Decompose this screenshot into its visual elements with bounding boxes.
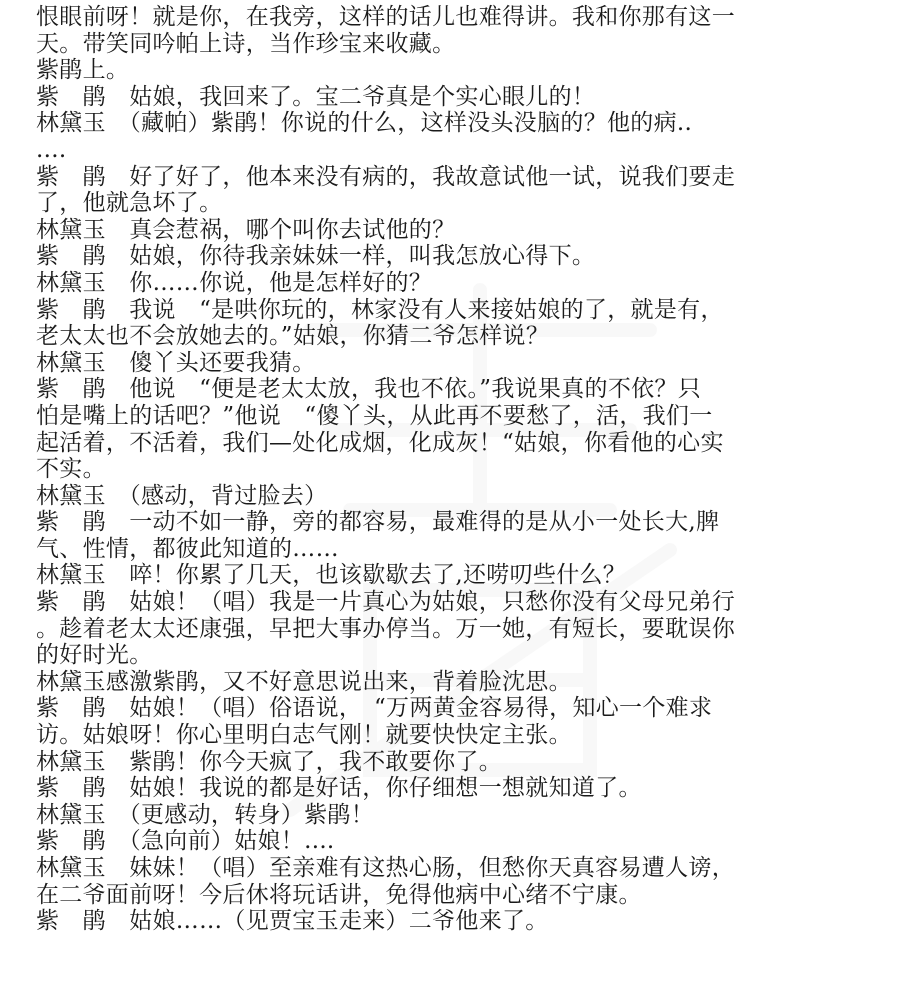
text-line: 访。姑娘呀！你心里明白志气刚！就要快快定主张。 (36, 722, 572, 749)
text-line: 林黛玉 紫鹃！你今天疯了，我不敢要你了。 (36, 748, 502, 775)
text-line: 了，他就急坏了。 (36, 190, 223, 217)
text-line: 紫 鹃 姑娘！（唱）俗语说， “万两黄金容易得，知心一个难求 (36, 695, 713, 722)
text-line: 在二爷面前呀！今后休将玩话讲，免得他病中心绪不宁康。 (36, 881, 642, 908)
text-line: 天。带笑同吟帕上诗，当作珍宝来收藏。 (36, 30, 456, 57)
text-line: 气、性情，都彼此知道的…… (36, 535, 339, 562)
text-line: 林黛玉 （更感动，转身）紫鹃！ (36, 801, 374, 828)
text-line: 林黛玉 你……你说，他是怎样好的？ (36, 269, 433, 296)
text-line: 紫 鹃 姑娘！（唱）我是一片真心为姑娘，只愁你没有父母兄弟行 (36, 589, 735, 616)
text-line: 林黛玉 （藏帕）紫鹃！你说的什么，这样没头没脑的？他的病.. (36, 110, 693, 137)
text-line: 林黛玉 （感动，背过脸去） (36, 482, 328, 509)
text-line: 紫 鹃 我说 “是哄你玩的，林家没有人来接姑娘的了，就是有， (36, 296, 724, 323)
text-line: 紫 鹃 姑娘！我说的都是好话，你仔细想一想就知道了。 (36, 775, 642, 802)
text-line: .... (36, 136, 67, 163)
text-line: 不实。 (36, 456, 106, 483)
text-line: 紫 鹃 一动不如一静，旁的都容易，最难得的是从小一处长大,脾 (36, 509, 720, 536)
text-line: 紫 鹃 （急向前）姑娘！.... (36, 828, 335, 855)
text-line: 林黛玉 妹妹！（唱）至亲难有这热心肠，但愁你天真容易遭人谤， (36, 855, 735, 881)
text-line: 林黛玉 傻丫头还要我猜。 (36, 349, 316, 376)
text-line: 老太太也不会放她去的。”姑娘，你猜二爷怎样说？ (36, 323, 550, 350)
text-line: 林黛玉感激紫鹃，又不好意思说出来，背着脸沈思。 (36, 668, 572, 695)
text-line: 林黛玉 真会惹祸，哪个叫你去试他的？ (36, 216, 456, 243)
text-line: 紫 鹃 姑娘，我回来了。宝二爷真是个实心眼儿的！ (36, 83, 596, 110)
text-line: 怕是嘴上的话吧？”他说 “傻丫头，从此再不要愁了，活，我们一 (36, 402, 713, 429)
text-line: 。趁着老太太还康强，早把大事办停当。万一她，有短长，要耽误你 (36, 615, 735, 642)
text-line: 紫 鹃 姑娘，你待我亲妹妹一样，叫我怎放心得下。 (36, 243, 596, 270)
text-line: 紫鹃上。 (36, 57, 130, 84)
document-body (36, 4, 876, 935)
text-line: 恨眼前呀！就是你，在我旁，这样的话儿也难得讲。我和你那有这一 (36, 4, 735, 30)
text-line: 起活着，不活着，我们—处化成烟，化成灰！“姑娘，你看他的心实 (36, 429, 724, 456)
text-line: 的好时光。 (36, 642, 153, 669)
text-line: 林黛玉 啐！你累了几天，也该歇歇去了,还唠叨些什么？ (36, 562, 627, 589)
text-line: 紫 鹃 好了好了，他本来没有病的，我故意试他一试，说我们要走 (36, 163, 735, 190)
text-line: 紫 鹃 姑娘……（见贾宝玉走来）二爷他来了。 (36, 908, 549, 935)
text-line: 紫 鹃 他说 “便是老太太放，我也不依。”我说果真的不依？只 (36, 376, 702, 403)
